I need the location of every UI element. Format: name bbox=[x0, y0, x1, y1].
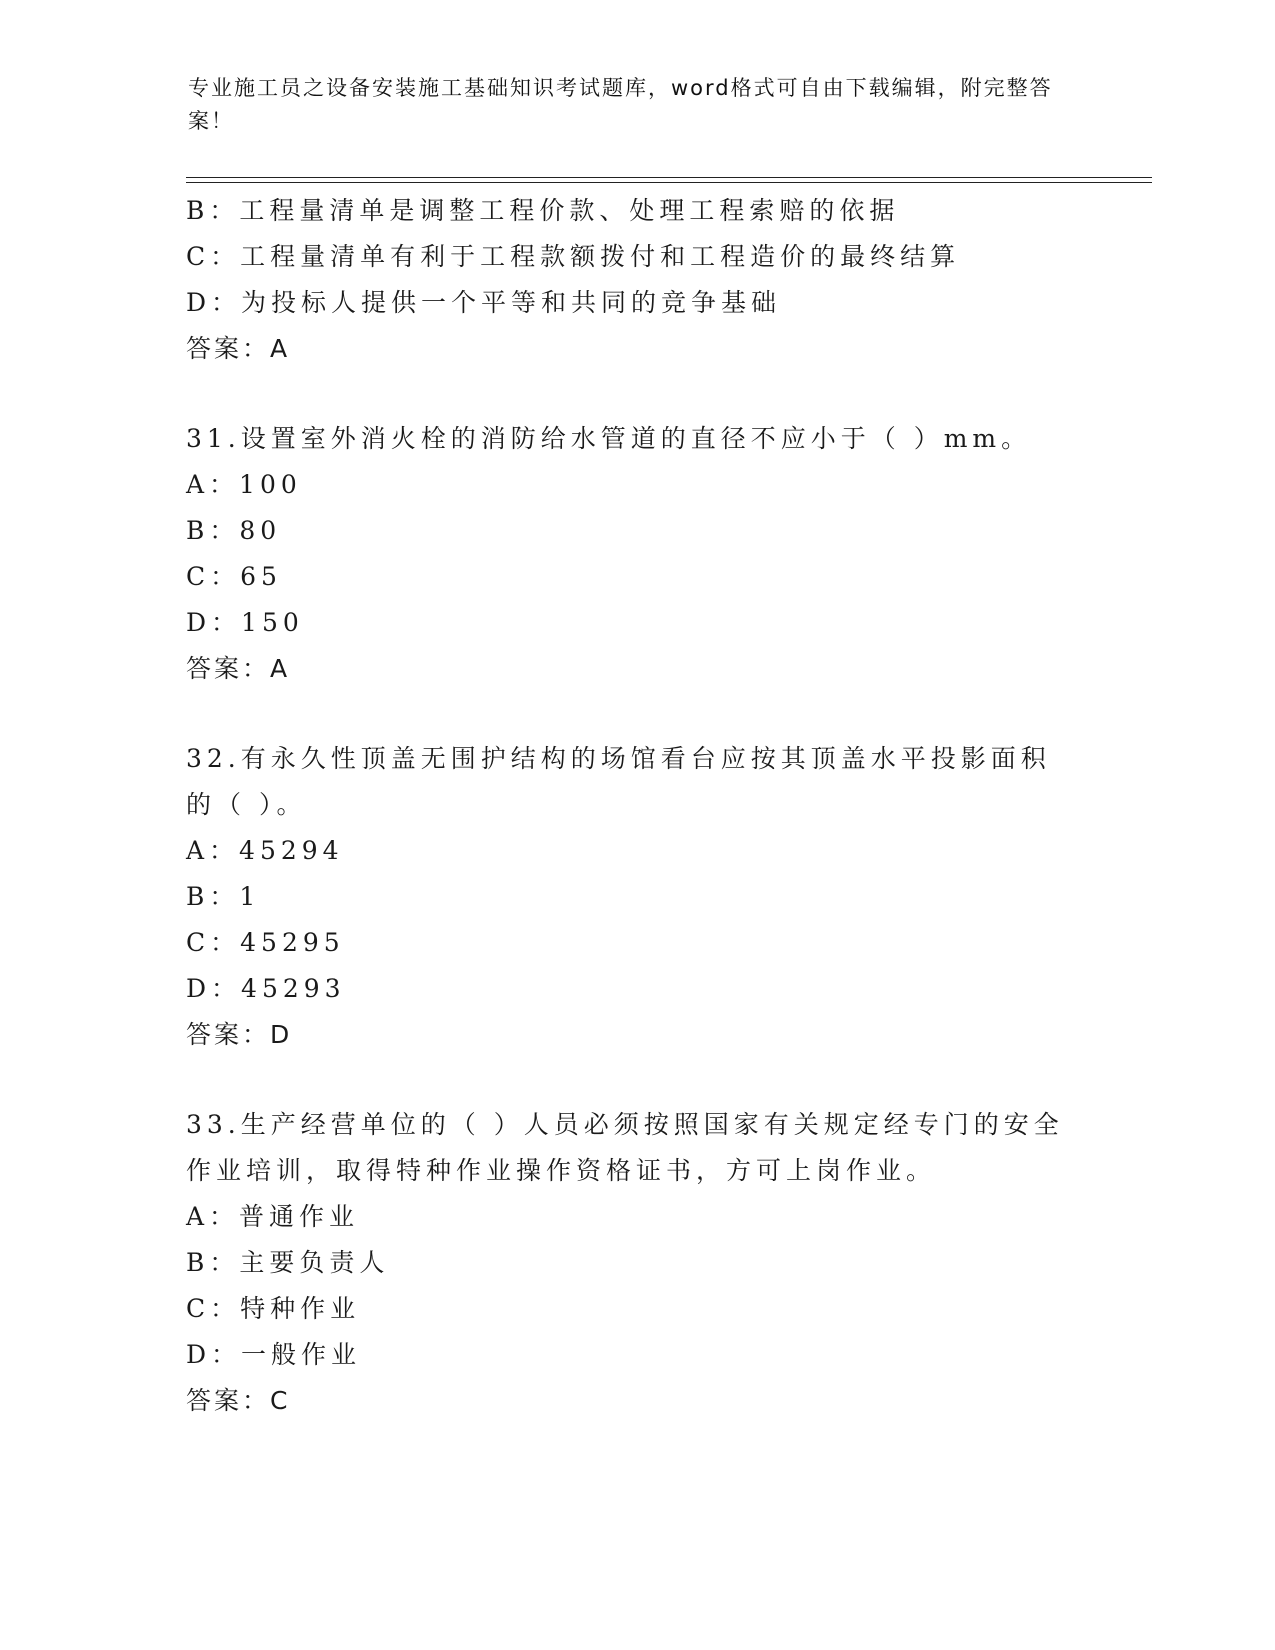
option-c: C：工程量清单有利于工程款额拨付和工程造价的最终结算 bbox=[186, 242, 961, 271]
question-text: 33.生产经营单位的（ ）人员必须按照国家有关规定经专门的安全作业培训，取得特种作业操作资格证书，方可上岗作业。 bbox=[186, 1110, 1064, 1185]
answer-line: 答案：A bbox=[186, 334, 291, 363]
option-c: C：65 bbox=[186, 562, 282, 591]
document-header: 专业施工员之设备安装施工基础知识考试题库，word格式可自由下载编辑，附完整答案！ bbox=[188, 76, 1053, 133]
question-32 bbox=[186, 736, 1066, 1058]
answer-line: 答案：D bbox=[186, 1020, 293, 1049]
option-b: B：工程量清单是调整工程价款、处理工程索赔的依据 bbox=[186, 196, 900, 225]
option-a: A：普通作业 bbox=[186, 1202, 360, 1231]
option-b: B：主要负责人 bbox=[186, 1248, 390, 1277]
question-list bbox=[186, 188, 1066, 1424]
option-a: A：100 bbox=[186, 470, 302, 499]
question-33 bbox=[186, 1102, 1066, 1424]
option-b: B：80 bbox=[186, 516, 282, 545]
option-a: A：45294 bbox=[186, 836, 344, 865]
question-text: 32.有永久性顶盖无围护结构的场馆看台应按其顶盖水平投影面积的（ ）。 bbox=[186, 744, 1051, 819]
question-continued bbox=[186, 188, 1066, 372]
option-d: D：一般作业 bbox=[186, 1340, 362, 1369]
header-rule-bottom bbox=[186, 182, 1152, 183]
option-c: C：45295 bbox=[186, 928, 345, 957]
option-c: C：特种作业 bbox=[186, 1294, 361, 1323]
option-d: D：150 bbox=[186, 608, 304, 637]
question-31 bbox=[186, 416, 1066, 692]
option-d: D：45293 bbox=[186, 974, 346, 1003]
question-text: 31.设置室外消火栓的消防给水管道的直径不应小于（ ）mm。 bbox=[186, 424, 1032, 453]
answer-line: 答案：A bbox=[186, 654, 291, 683]
option-b: B：1 bbox=[186, 882, 261, 911]
header-rule-top bbox=[186, 177, 1152, 178]
answer-line: 答案：C bbox=[186, 1386, 291, 1415]
option-d: D：为投标人提供一个平等和共同的竞争基础 bbox=[186, 288, 782, 317]
